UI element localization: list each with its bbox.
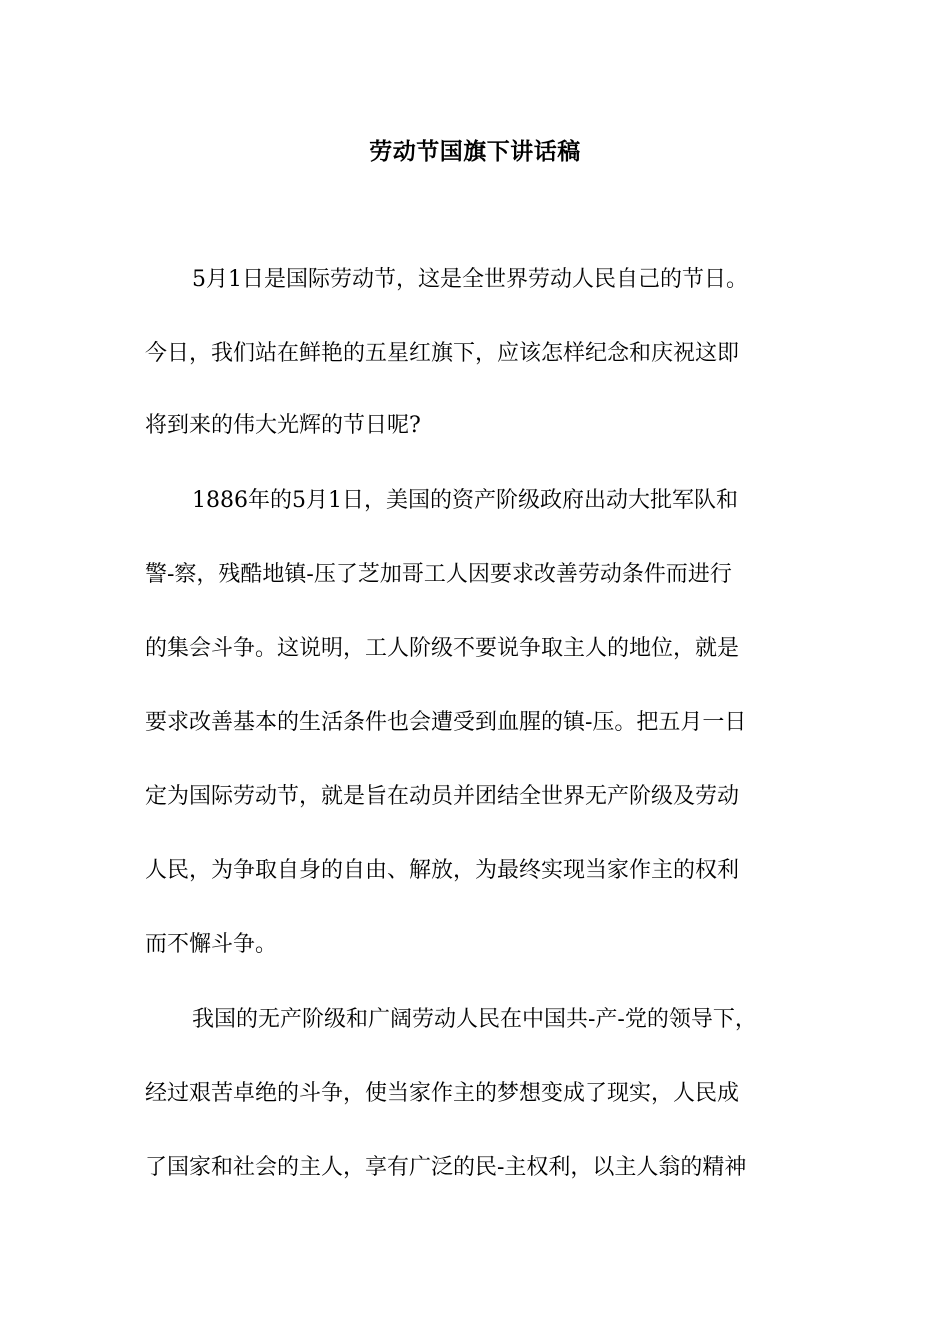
paragraph-line: 经过艰苦卓绝的斗争，使当家作主的梦想变成了现实，人民成 xyxy=(145,1081,740,1106)
paragraph-line: 警-察，残酷地镇-压了芝加哥工人因要求改善劳动条件而进行 xyxy=(145,562,732,587)
paragraph-line: 今日，我们站在鲜艳的五星红旗下，应该怎样纪念和庆祝这即 xyxy=(145,341,740,366)
paragraph-line: 定为国际劳动节，就是旨在动员并团结全世界无产阶级及劳动 xyxy=(145,784,740,809)
paragraph-line: 人民，为争取自身的自由、解放，为最终实现当家作主的权利 xyxy=(145,858,740,883)
paragraph-line: 的集会斗争。这说明，工人阶级不要说争取主人的地位，就是 xyxy=(145,636,740,661)
paragraph-line: 5月1日是国际劳动节，这是全世界劳动人民自己的节日。 xyxy=(192,267,748,292)
paragraph-line: 将到来的伟大光辉的节日呢? xyxy=(145,413,421,438)
paragraph-line: 我国的无产阶级和广阔劳动人民在中国共-产-党的领导下， xyxy=(192,1007,757,1032)
paragraph-line: 了国家和社会的主人，享有广泛的民-主权利，以主人翁的精神 xyxy=(145,1155,747,1180)
paragraph-line: 要求改善基本的生活条件也会遭受到血腥的镇-压。把五月一日 xyxy=(145,710,747,735)
document-title: 劳动节国旗下讲话稿 xyxy=(369,138,581,165)
paragraph-line: 而不懈斗争。 xyxy=(145,932,278,957)
paragraph-line: 1886年的5月1日，美国的资产阶级政府出动大批军队和 xyxy=(192,488,738,513)
